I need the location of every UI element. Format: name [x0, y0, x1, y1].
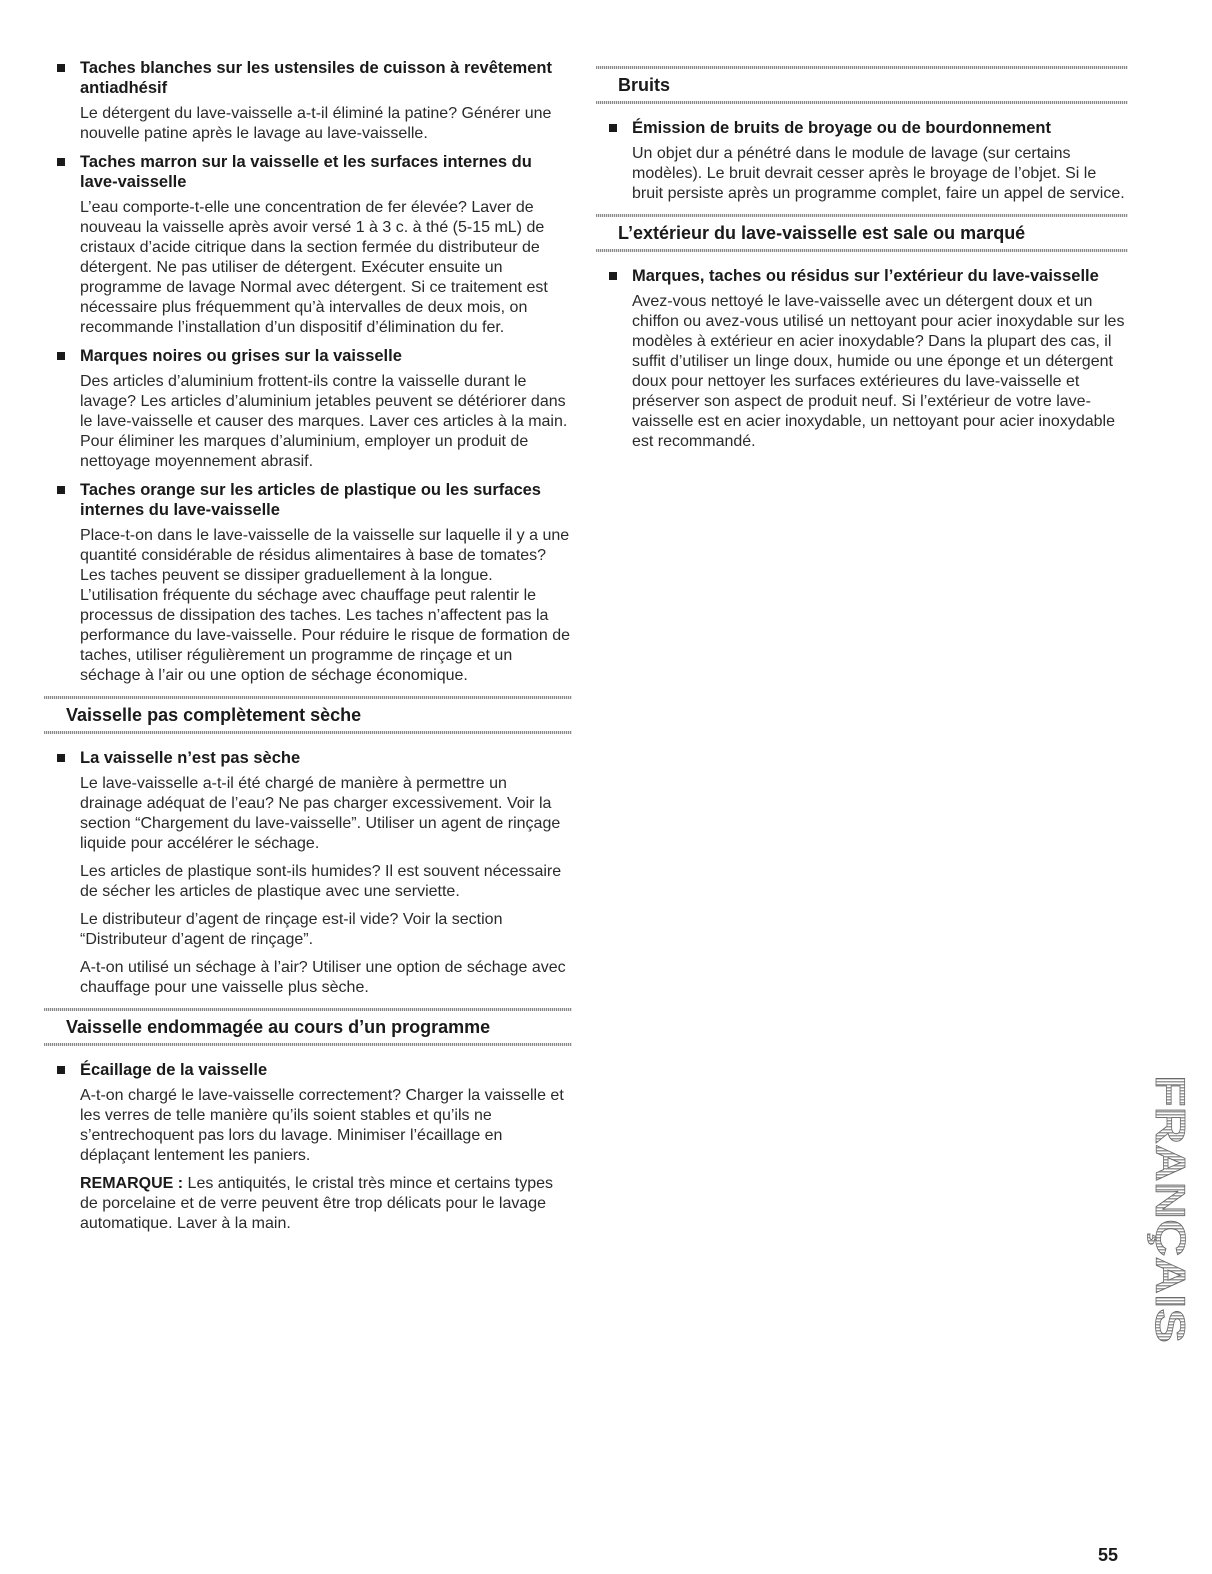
section-header-dry [44, 696, 572, 734]
item-text: A-t-on chargé le lave-vaisselle correctement? Charger la vaisselle et les verres de telle manière qu’ils soient stables et qu’ils ne s’entrechoquent pas lors du lavage. Minimiser l’écaillage en déplaçant lentement les paniers. [80, 1087, 564, 1164]
section-header-exterior [596, 214, 1128, 252]
bullet-icon [57, 1066, 65, 1074]
bullet-icon [57, 754, 65, 762]
item-title: Marques noires ou grises sur la vaisselle [80, 347, 402, 365]
list-item [44, 1060, 572, 1234]
section-rule [44, 731, 572, 734]
remark-label: REMARQUE : [80, 1175, 184, 1192]
left-column [44, 58, 572, 1242]
bullet-icon [57, 486, 65, 494]
item-title: Taches orange sur les articles de plastique ou les surfaces internes du lave-vaisselle [80, 481, 541, 519]
remark-body: Les antiquités, le cristal très mince et certains types de porcelaine et de verre peuvent être trop délicats pour le lavage automatique. Laver à la main. [80, 1175, 554, 1232]
section-rule [596, 249, 1128, 252]
bullet-icon [609, 124, 617, 132]
item-title: Émission de bruits de broyage ou de bourdonnement [632, 119, 1051, 137]
section-heading: L’extérieur du lave-vaisselle est sale ou marqué [618, 223, 1026, 243]
item-text: Le lave-vaisselle a-t-il été chargé de manière à permettre un drainage adéquat de l’eau? Ne pas charger excessivement. Voir la section “Chargement du lave-vaisselle”. Utiliser un agent de rinçage liquide pour accélérer le séchage. [80, 775, 561, 852]
item-title: Marques, taches ou résidus sur l’extérieur du lave-vaisselle [632, 267, 1099, 285]
bullet-icon [57, 352, 65, 360]
list-item [44, 152, 572, 338]
side-tab-label: FRANÇAIS [1147, 1075, 1194, 1292]
list-item [596, 266, 1128, 452]
item-text: L’eau comporte-t-elle une concentration de fer élevée? Laver de nouveau la vaisselle après avoir versé 1 à 3 c. à thé (5-15 mL) de cristaux d’acide citrique dans la section fermée du distributeur de détergent. Ne pas utiliser de détergent. Exécuter ensuite un programme de lavage Normal avec détergent. Si ce traitement est nécessaire plus fréquemment qu’à intervalles de deux mois, on recommande l’installation d’un dispositif d’élimination du fer. [80, 199, 548, 336]
remark-text [80, 1174, 572, 1234]
item-text: Le distributeur d’agent de rinçage est-il vide? Voir la section “Distributeur d’agent de rinçage”. [80, 911, 503, 948]
item-text: A-t-on utilisé un séchage à l’air? Utiliser une option de séchage avec chauffage pour une vaisselle plus sèche. [80, 959, 566, 996]
section-header-noise [596, 66, 1128, 104]
item-title: Taches marron sur la vaisselle et les surfaces internes du lave-vaisselle [80, 153, 532, 191]
item-text: Les articles de plastique sont-ils humides? Il est souvent nécessaire de sécher les articles de plastique avec une serviette. [80, 863, 562, 900]
section-header-damaged [44, 1008, 572, 1046]
right-column [596, 66, 1128, 460]
item-text: Des articles d’aluminium frottent-ils contre la vaisselle durant le lavage? Les articles d’aluminium jetables peuvent se détériorer dans le lave-vaisselle et causer des marques. Laver ces articles à la main. Pour éliminer les marques d’aluminium, employer un produit de nettoyage moyennement abrasif. [80, 373, 568, 470]
list-item [44, 346, 572, 472]
list-item [44, 748, 572, 998]
bullet-icon [57, 158, 65, 166]
item-text: Avez-vous nettoyé le lave-vaisselle avec un détergent doux et un chiffon ou avez-vous utilisé un nettoyant pour acier inoxydable sur les modèles à extérieur en acier inoxydable? Dans la plupart des cas, il suffit d’utiliser un linge doux, humide ou une éponge et un détergent doux pour nettoyer les surfaces extérieures du lave-vaisselle et préserver son aspect de produit neuf. Si l’extérieur de votre lave-vaisselle est en acier inoxydable, un nettoyant pour acier inoxydable est recommandé. [632, 293, 1125, 450]
section-rule [44, 1043, 572, 1046]
section-heading: Bruits [618, 75, 671, 95]
item-title: Écaillage de la vaisselle [80, 1061, 268, 1079]
section-heading: Vaisselle endommagée au cours d’un programme [66, 1017, 491, 1037]
list-item [596, 118, 1128, 204]
bullet-icon [57, 64, 65, 72]
item-text: Le détergent du lave-vaisselle a-t-il éliminé la patine? Générer une nouvelle patine après le lavage au lave-vaisselle. [80, 105, 552, 142]
item-title: Taches blanches sur les ustensiles de cuisson à revêtement antiadhésif [80, 59, 552, 97]
section-heading: Vaisselle pas complètement sèche [66, 705, 362, 725]
item-text: Place-t-on dans le lave-vaisselle de la vaisselle sur laquelle il y a une quantité considérable de résidus alimentaires à base de tomates? Les taches peuvent se dissiper graduellement à la longue. L’utilisation fréquente du séchage avec chauffage peut ralentir le processus de dissipation des taches. Les taches n’affectent pas la performance du lave-vaisselle. Pour réduire le risque de formation de taches, utiliser régulièrement un programme de rinçage et un séchage à l’air ou une option de séchage économique. [80, 527, 571, 684]
language-side-tab [1147, 1075, 1194, 1345]
page-number: 55 [1098, 1545, 1119, 1565]
item-title: La vaisselle n’est pas sèche [80, 749, 301, 767]
list-item [44, 58, 572, 144]
item-text: Un objet dur a pénétré dans le module de lavage (sur certains modèles). Le bruit devrait cesser après le broyage de l’objet. Si le bruit persiste après un programme complet, faire un appel de service. [632, 145, 1125, 202]
section-rule [596, 101, 1128, 104]
bullet-icon [609, 272, 617, 280]
list-item [44, 480, 572, 686]
